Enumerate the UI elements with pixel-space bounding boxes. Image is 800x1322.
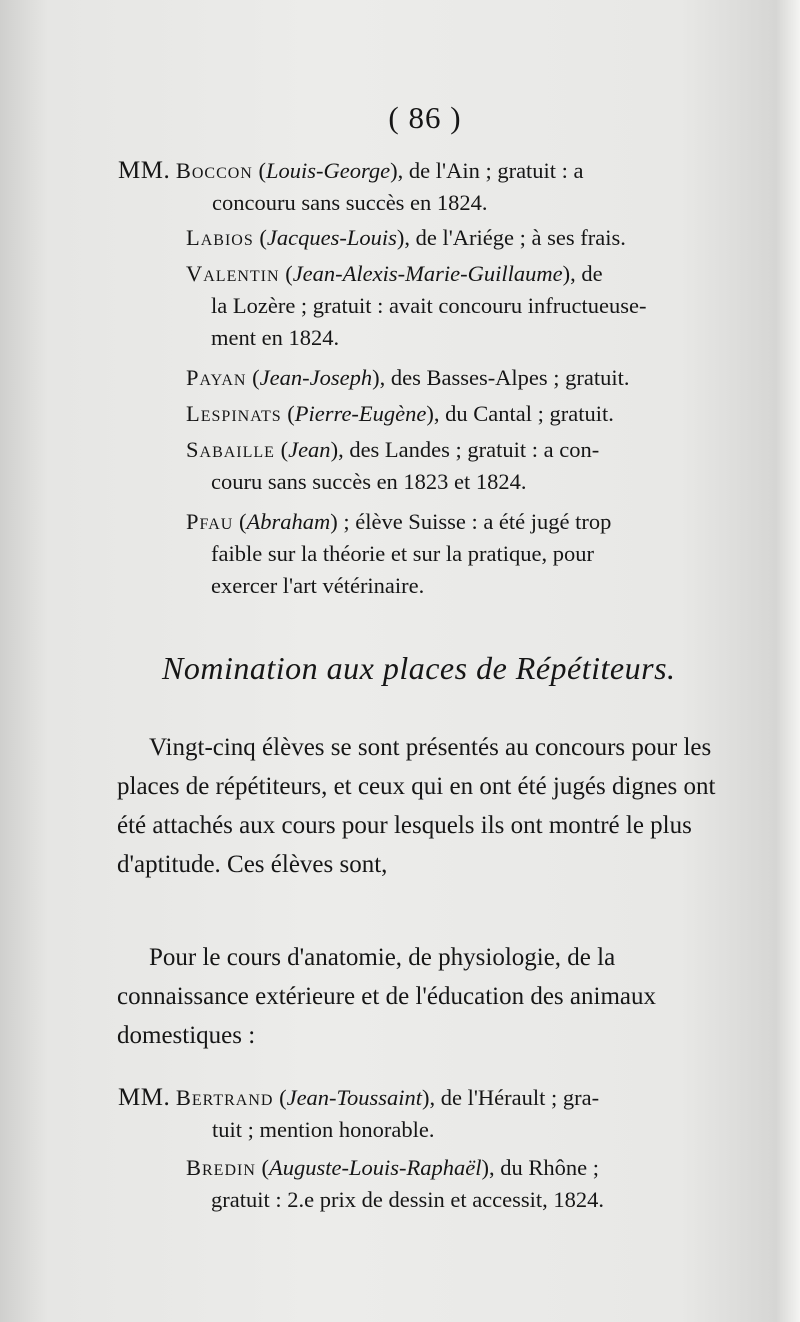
entry-pfau [186,506,786,602]
entry-given-name: Jean-Joseph [259,365,373,390]
entry-given-name: Louis-George [265,158,391,183]
entry-continuation: ment en 1824. [211,325,340,350]
entry-details: , de l'Hérault ; gra- [429,1085,600,1110]
entry-surname: Boccon [175,158,253,183]
entry-continuation: gratuit : 2.e prix de dessin et accessit, 1824. [211,1187,605,1212]
entry-prefix: MM. [118,1084,171,1111]
entry-details: , du Rhône ; [489,1155,599,1180]
entry-details: , des Landes ; gratuit : a con- [338,437,600,462]
entry-surname: Bertrand [175,1085,274,1110]
entry-given-name: Auguste-Louis-Raphaël [269,1155,482,1180]
entry-sabaille [186,434,786,498]
entry-details: , de [570,261,603,286]
entry-line: MM. Boccon (Louis-George), de l'Ain ; gratuit : a [118,157,584,184]
entry-surname: Pfau [186,509,234,534]
entry-prefix: MM. [118,157,171,184]
page-number: ( 86 ) [388,100,462,135]
entry-line: Pfau (Abraham) ; élève Suisse : a été jugé trop [186,509,612,534]
entry-lespinats: Lespinats (Pierre-Eugène), du Cantal ; gratuit. [186,401,614,426]
entry-continuation: la Lozère ; gratuit : avait concouru infructueuse- [211,293,647,318]
entry-continuation: exercer l'art vétérinaire. [211,573,425,598]
entry-surname: Labios [186,225,254,250]
entry-given-name: Jacques-Louis [266,225,397,250]
entry-given-name: Jean-Alexis-Marie-Guillaume [292,261,563,286]
entry-continuation: tuit ; mention honorable. [212,1117,435,1142]
entry-bredin [186,1152,786,1216]
entry-surname: Lespinats [186,401,282,426]
entry-given-name: Pierre-Eugène [294,401,427,426]
entry-details: , de l'Ariége ; à ses frais. [404,225,626,250]
entry-continuation: faible sur la théorie et sur la pratique, pour [211,541,594,566]
entry-surname: Sabaille [186,437,275,462]
entry-line: Valentin (Jean-Alexis-Marie-Guillaume), de [186,261,603,286]
entry-details: , de l'Ain ; gratuit : a [397,158,584,183]
entry-given-name: Jean-Toussaint [286,1085,423,1110]
entry-payan: Payan (Jean-Joseph), des Basses-Alpes ; gratuit. [186,365,630,390]
entry-details: ; élève Suisse : a été jugé trop [337,509,612,534]
entry-given-name: Jean [288,437,331,462]
entry-valentin [186,258,786,354]
entry-surname: Valentin [186,261,280,286]
entry-bertrand [118,1082,758,1146]
entry-continuation: concouru sans succès en 1824. [212,190,488,215]
entry-details: , du Cantal ; gratuit. [433,401,614,426]
paragraph-intro: Vingt-cinq élèves se sont présentés au concours pour les places de répétiteurs, et ceux qui en ont été jugés dignes ont été attachés aux cours pour lesquels ils ont montré le plus d'aptitude. Ces élèves sont, [117,734,716,878]
entry-line: MM. Bertrand (Jean-Toussaint), de l'Hérault ; gra- [118,1084,600,1111]
entry-surname: Payan [186,365,247,390]
section-heading: Nomination aux places de Répétiteurs. [162,650,676,686]
entry-given-name: Abraham [246,509,331,534]
entry-details: , des Basses-Alpes ; gratuit. [379,365,630,390]
entry-labios: Labios (Jacques-Louis), de l'Ariége ; à ses frais. [186,225,626,250]
entry-surname: Bredin [186,1155,256,1180]
entry-line: Sabaille (Jean), des Landes ; gratuit : a con- [186,437,600,462]
entry-line: Bredin (Auguste-Louis-Raphaël), du Rhône ; [186,1155,599,1180]
entry-continuation: couru sans succès en 1823 et 1824. [211,469,527,494]
entry-boccon [118,155,758,219]
paragraph-course: Pour le cours d'anatomie, de physiologie, de la connaissance extérieure et de l'éducation des animaux domestiques : [117,944,656,1049]
